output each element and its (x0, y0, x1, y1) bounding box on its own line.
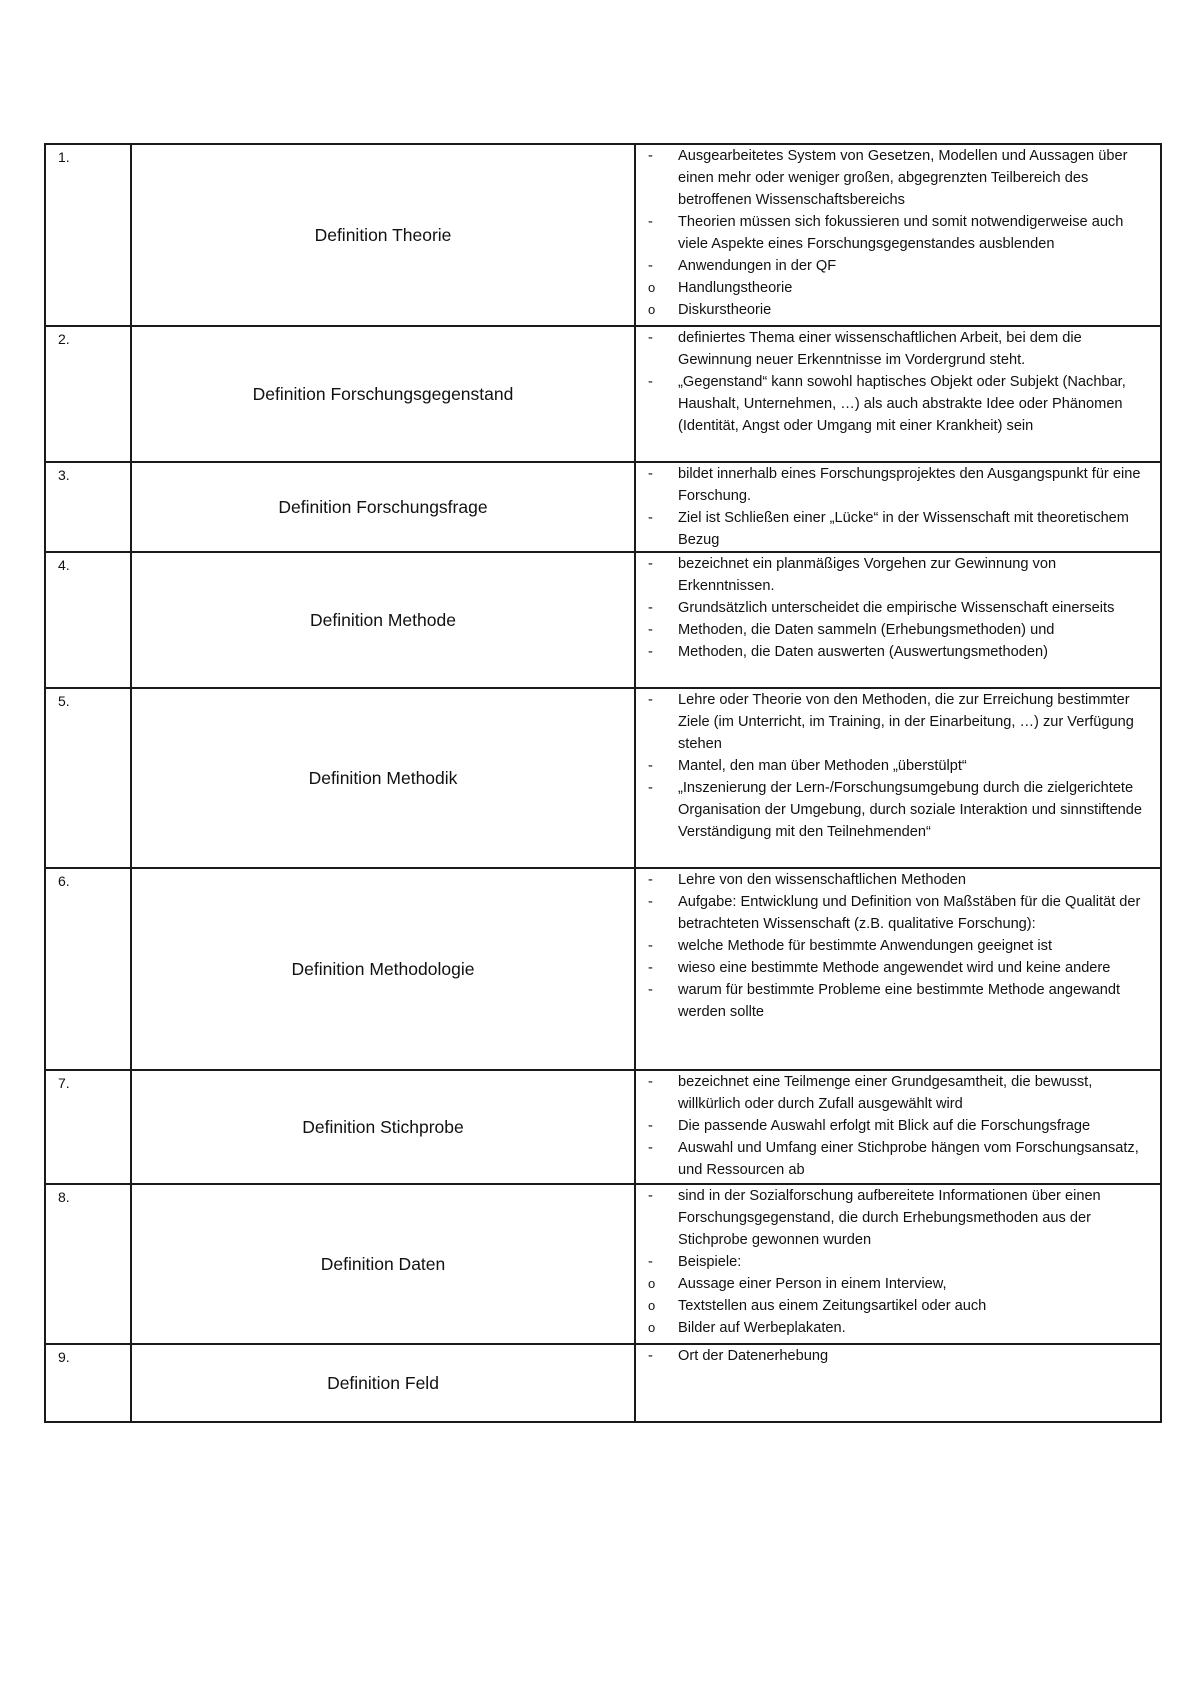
dash-bullet-marker: - (648, 330, 653, 346)
item-text: welche Methode für bestimmte Anwendungen geeignet ist (678, 938, 1052, 954)
dash-bullet-marker: - (648, 644, 653, 660)
item-text: Theorien müssen sich fokussieren und somit notwendigerweise auch viele Aspekte eines Forschungsgegenstandes ausblenden (678, 214, 1124, 252)
dash-bullet-marker: - (648, 510, 653, 526)
definition-term: Definition Feld (131, 1344, 635, 1422)
list-item (646, 755, 1152, 777)
definition-term: Definition Daten (131, 1184, 635, 1344)
item-text: bezeichnet eine Teilmenge einer Grundgesamtheit, die bewusst, willkürlich oder durch Zufall ausgewählt wird (678, 1074, 1093, 1112)
definition-row (45, 688, 1161, 868)
definition-term: Definition Methodologie (131, 868, 635, 1070)
row-number: 4. (45, 552, 131, 688)
list-item (646, 1115, 1152, 1137)
row-number: 3. (45, 462, 131, 552)
list-item (646, 689, 1152, 755)
item-text: Ausgearbeitetes System von Gesetzen, Modellen und Aussagen über einen mehr oder weniger großen, abgegrenzten Teilbereich des betroffenen Wissenschaftsbereichs (678, 148, 1128, 208)
dash-bullet-marker: - (648, 1254, 653, 1270)
list-item (646, 211, 1152, 255)
item-text: „Inszenierung der Lern-/Forschungsumgebung durch die zielgerichtete Organisation der Umgebung, durch soziale Interaktion und sinnstiftende Verständigung mit den Teilnehmenden“ (678, 780, 1143, 840)
dash-bullet-marker: - (648, 258, 653, 274)
definition-content (635, 326, 1161, 462)
item-text: Beispiele: (678, 1254, 742, 1270)
definition-content (635, 144, 1161, 326)
definition-row (45, 326, 1161, 462)
dash-bullet-marker: - (648, 556, 653, 572)
list-item (646, 463, 1152, 507)
definition-content (635, 688, 1161, 868)
item-text: Bilder auf Werbeplakaten. (678, 1320, 846, 1336)
list-item (646, 553, 1152, 597)
list-item (646, 869, 1152, 891)
definition-term: Definition Stichprobe (131, 1070, 635, 1184)
dash-bullet-marker: - (648, 1188, 653, 1204)
definition-item-list (646, 463, 1152, 551)
definition-term: Definition Methode (131, 552, 635, 688)
definition-term: Definition Methodik (131, 688, 635, 868)
sub-list-item (646, 277, 1152, 299)
list-item (646, 371, 1152, 437)
dash-bullet-marker: - (648, 600, 653, 616)
circle-bullet-marker: o (648, 280, 656, 295)
definition-row (45, 1344, 1161, 1422)
item-text: warum für bestimmte Probleme eine bestimmte Methode angewandt werden sollte (678, 982, 1121, 1020)
dash-bullet-marker: - (648, 622, 653, 638)
item-text: Lehre von den wissenschaftlichen Methoden (678, 872, 967, 888)
dash-bullet-marker: - (648, 374, 653, 390)
dash-bullet-marker: - (648, 780, 653, 796)
item-text: Methoden, die Daten sammeln (Erhebungsmethoden) und (678, 622, 1055, 638)
list-item (646, 1345, 1152, 1367)
definition-content (635, 552, 1161, 688)
list-item (646, 1251, 1152, 1273)
dash-bullet-marker: - (648, 872, 653, 888)
row-number: 6. (45, 868, 131, 1070)
definition-term: Definition Theorie (131, 144, 635, 326)
definitions-table (44, 143, 1162, 1423)
sub-list-item (646, 299, 1152, 321)
item-text: Methoden, die Daten auswerten (Auswertungsmethoden) (678, 644, 1048, 660)
circle-bullet-marker: o (648, 1276, 656, 1291)
list-item (646, 597, 1152, 619)
item-text: Mantel, den man über Methoden „überstülpt“ (678, 758, 967, 774)
list-item (646, 957, 1152, 979)
sub-list-item (646, 1317, 1152, 1339)
item-text: Ziel ist Schließen einer „Lücke“ in der Wissenschaft mit theoretischem Bezug (678, 510, 1129, 548)
definitions-table-body (45, 144, 1161, 1422)
row-number: 9. (45, 1344, 131, 1422)
dash-bullet-marker: - (648, 214, 653, 230)
definition-content (635, 868, 1161, 1070)
list-item (646, 1071, 1152, 1115)
item-text: Die passende Auswahl erfolgt mit Blick auf die Forschungsfrage (678, 1118, 1091, 1134)
dash-bullet-marker: - (648, 692, 653, 708)
definition-content (635, 1184, 1161, 1344)
list-item (646, 979, 1152, 1023)
definition-item-list (646, 145, 1152, 321)
row-number: 2. (45, 326, 131, 462)
definition-item-list (646, 1071, 1152, 1181)
item-text: Anwendungen in der QF (678, 258, 837, 274)
definition-term: Definition Forschungsgegenstand (131, 326, 635, 462)
definition-item-list (646, 1185, 1152, 1339)
item-text: Auswahl und Umfang einer Stichprobe hängen vom Forschungsansatz, und Ressourcen ab (678, 1140, 1139, 1178)
item-text: bezeichnet ein planmäßiges Vorgehen zur Gewinnung von Erkenntnissen. (678, 556, 1057, 594)
list-item (646, 1185, 1152, 1251)
dash-bullet-marker: - (648, 1074, 653, 1090)
definition-row (45, 1070, 1161, 1184)
item-text: Textstellen aus einem Zeitungsartikel oder auch (678, 1298, 987, 1314)
item-text: Aufgabe: Entwicklung und Definition von Maßstäben für die Qualität der betrachteten Wissenschaft (z.B. qualitative Forschung): (678, 894, 1141, 932)
circle-bullet-marker: o (648, 1320, 656, 1335)
definition-term: Definition Forschungsfrage (131, 462, 635, 552)
item-text: wieso eine bestimmte Methode angewendet wird und keine andere (678, 960, 1111, 976)
list-item (646, 777, 1152, 843)
dash-bullet-marker: - (648, 466, 653, 482)
dash-bullet-marker: - (648, 148, 653, 164)
row-number: 7. (45, 1070, 131, 1184)
item-text: Diskurstheorie (678, 302, 772, 318)
item-text: sind in der Sozialforschung aufbereitete Informationen über einen Forschungsgegenstand, die durch Erhebungsmethoden aus der Stichprobe gewonnen wurden (678, 1188, 1101, 1248)
row-number: 5. (45, 688, 131, 868)
list-item (646, 891, 1152, 935)
row-number: 8. (45, 1184, 131, 1344)
definition-item-list (646, 869, 1152, 1023)
definition-item-list (646, 1345, 1152, 1367)
definition-content (635, 462, 1161, 552)
definition-content (635, 1344, 1161, 1422)
dash-bullet-marker: - (648, 758, 653, 774)
item-text: Handlungstheorie (678, 280, 793, 296)
item-text: Lehre oder Theorie von den Methoden, die zur Erreichung bestimmter Ziele (im Unterricht, im Training, in der Einarbeitung, …) zur Verfügung stehen (678, 692, 1134, 752)
dash-bullet-marker: - (648, 1140, 653, 1156)
definition-row (45, 868, 1161, 1070)
sub-list-item (646, 1273, 1152, 1295)
dash-bullet-marker: - (648, 982, 653, 998)
circle-bullet-marker: o (648, 1298, 656, 1313)
sub-list-item (646, 1295, 1152, 1317)
list-item (646, 619, 1152, 641)
dash-bullet-marker: - (648, 938, 653, 954)
row-number: 1. (45, 144, 131, 326)
list-item (646, 935, 1152, 957)
dash-bullet-marker: - (648, 1118, 653, 1134)
definition-item-list (646, 327, 1152, 437)
list-item (646, 327, 1152, 371)
definition-row (45, 552, 1161, 688)
list-item (646, 507, 1152, 551)
definition-item-list (646, 553, 1152, 663)
list-item (646, 1137, 1152, 1181)
dash-bullet-marker: - (648, 960, 653, 976)
list-item (646, 255, 1152, 277)
definition-item-list (646, 689, 1152, 843)
circle-bullet-marker: o (648, 302, 656, 317)
item-text: Grundsätzlich unterscheidet die empirische Wissenschaft einerseits (678, 600, 1115, 616)
dash-bullet-marker: - (648, 1348, 653, 1364)
dash-bullet-marker: - (648, 894, 653, 910)
definition-content (635, 1070, 1161, 1184)
item-text: „Gegenstand“ kann sowohl haptisches Objekt oder Subjekt (Nachbar, Haushalt, Unternehmen, …) als auch abstrakte Idee oder Phänomen (Identität, Angst oder Umgang mit einer Krankheit) sein (678, 374, 1126, 434)
item-text: Aussage einer Person in einem Interview, (678, 1276, 947, 1292)
list-item (646, 641, 1152, 663)
definition-row (45, 462, 1161, 552)
item-text: definiertes Thema einer wissenschaftlichen Arbeit, bei dem die Gewinnung neuer Erkenntnisse im Vordergrund steht. (678, 330, 1082, 368)
item-text: bildet innerhalb eines Forschungsprojektes den Ausgangspunkt für eine Forschung. (678, 466, 1141, 504)
item-text: Ort der Datenerhebung (678, 1348, 829, 1364)
definition-row (45, 1184, 1161, 1344)
list-item (646, 145, 1152, 211)
definition-row (45, 144, 1161, 326)
